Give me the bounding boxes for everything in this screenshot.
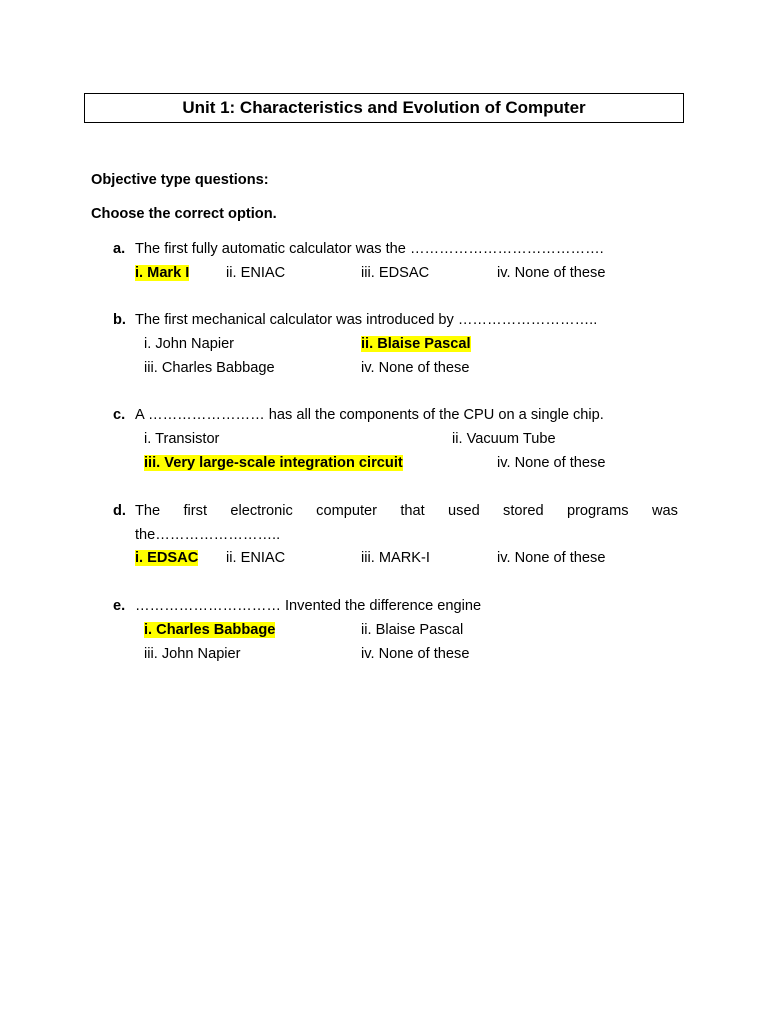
question-text: A …………………… has all the components of the CPU on a single chip. — [135, 407, 604, 423]
option-answer: ii. Blaise Pascal — [361, 336, 471, 352]
section-heading: Objective type questions: — [91, 172, 269, 188]
option: iii. EDSAC — [361, 265, 430, 281]
question-word: The — [135, 503, 161, 519]
question-word: used — [448, 503, 480, 519]
option: ii. ENIAC — [226, 550, 286, 566]
question-word: first — [183, 503, 208, 519]
question-letter: b. — [113, 312, 126, 328]
question-text: ………………………… Invented the difference engine — [135, 598, 482, 614]
question-word: that — [400, 503, 425, 519]
option: iv. None of these — [361, 646, 470, 662]
option: iii. MARK-I — [361, 550, 430, 566]
option: iv. None of these — [497, 455, 606, 471]
option: ii. Blaise Pascal — [361, 622, 464, 638]
option: i. John Napier — [144, 336, 235, 352]
question-text: The first mechanical calculator was introduced by ……………………….. — [135, 312, 598, 328]
question-word: computer — [316, 503, 378, 519]
question-letter: d. — [113, 503, 126, 519]
question-word: stored — [503, 503, 544, 519]
option-answer: iii. Very large-scale integration circuit — [144, 455, 403, 471]
option: iv. None of these — [497, 550, 606, 566]
question-text — [135, 503, 678, 519]
option-answer: i. EDSAC — [135, 550, 199, 566]
option: i. Transistor — [144, 431, 220, 447]
option-answer: i. Mark I — [135, 265, 190, 281]
page-title: Unit 1: Characteristics and Evolution of Computer — [84, 93, 684, 123]
option: ii. ENIAC — [226, 265, 286, 281]
option: iv. None of these — [361, 360, 470, 376]
option-answer: i. Charles Babbage — [144, 622, 276, 638]
question-word: was — [651, 503, 678, 519]
instruction: Choose the correct option. — [91, 206, 277, 222]
question-letter: a. — [113, 241, 126, 257]
option: ii. Vacuum Tube — [452, 431, 556, 447]
option: iii. John Napier — [144, 646, 241, 662]
option: iii. Charles Babbage — [144, 360, 275, 376]
question-word: programs — [566, 503, 629, 519]
option: iv. None of these — [497, 265, 606, 281]
question-letter: e. — [113, 598, 126, 614]
question-word: electronic — [230, 503, 293, 519]
question-letter: c. — [113, 407, 126, 423]
question-text-continued: the…………………….. — [135, 527, 281, 543]
question-text: The first fully automatic calculator was the …………………………………. — [135, 241, 604, 257]
